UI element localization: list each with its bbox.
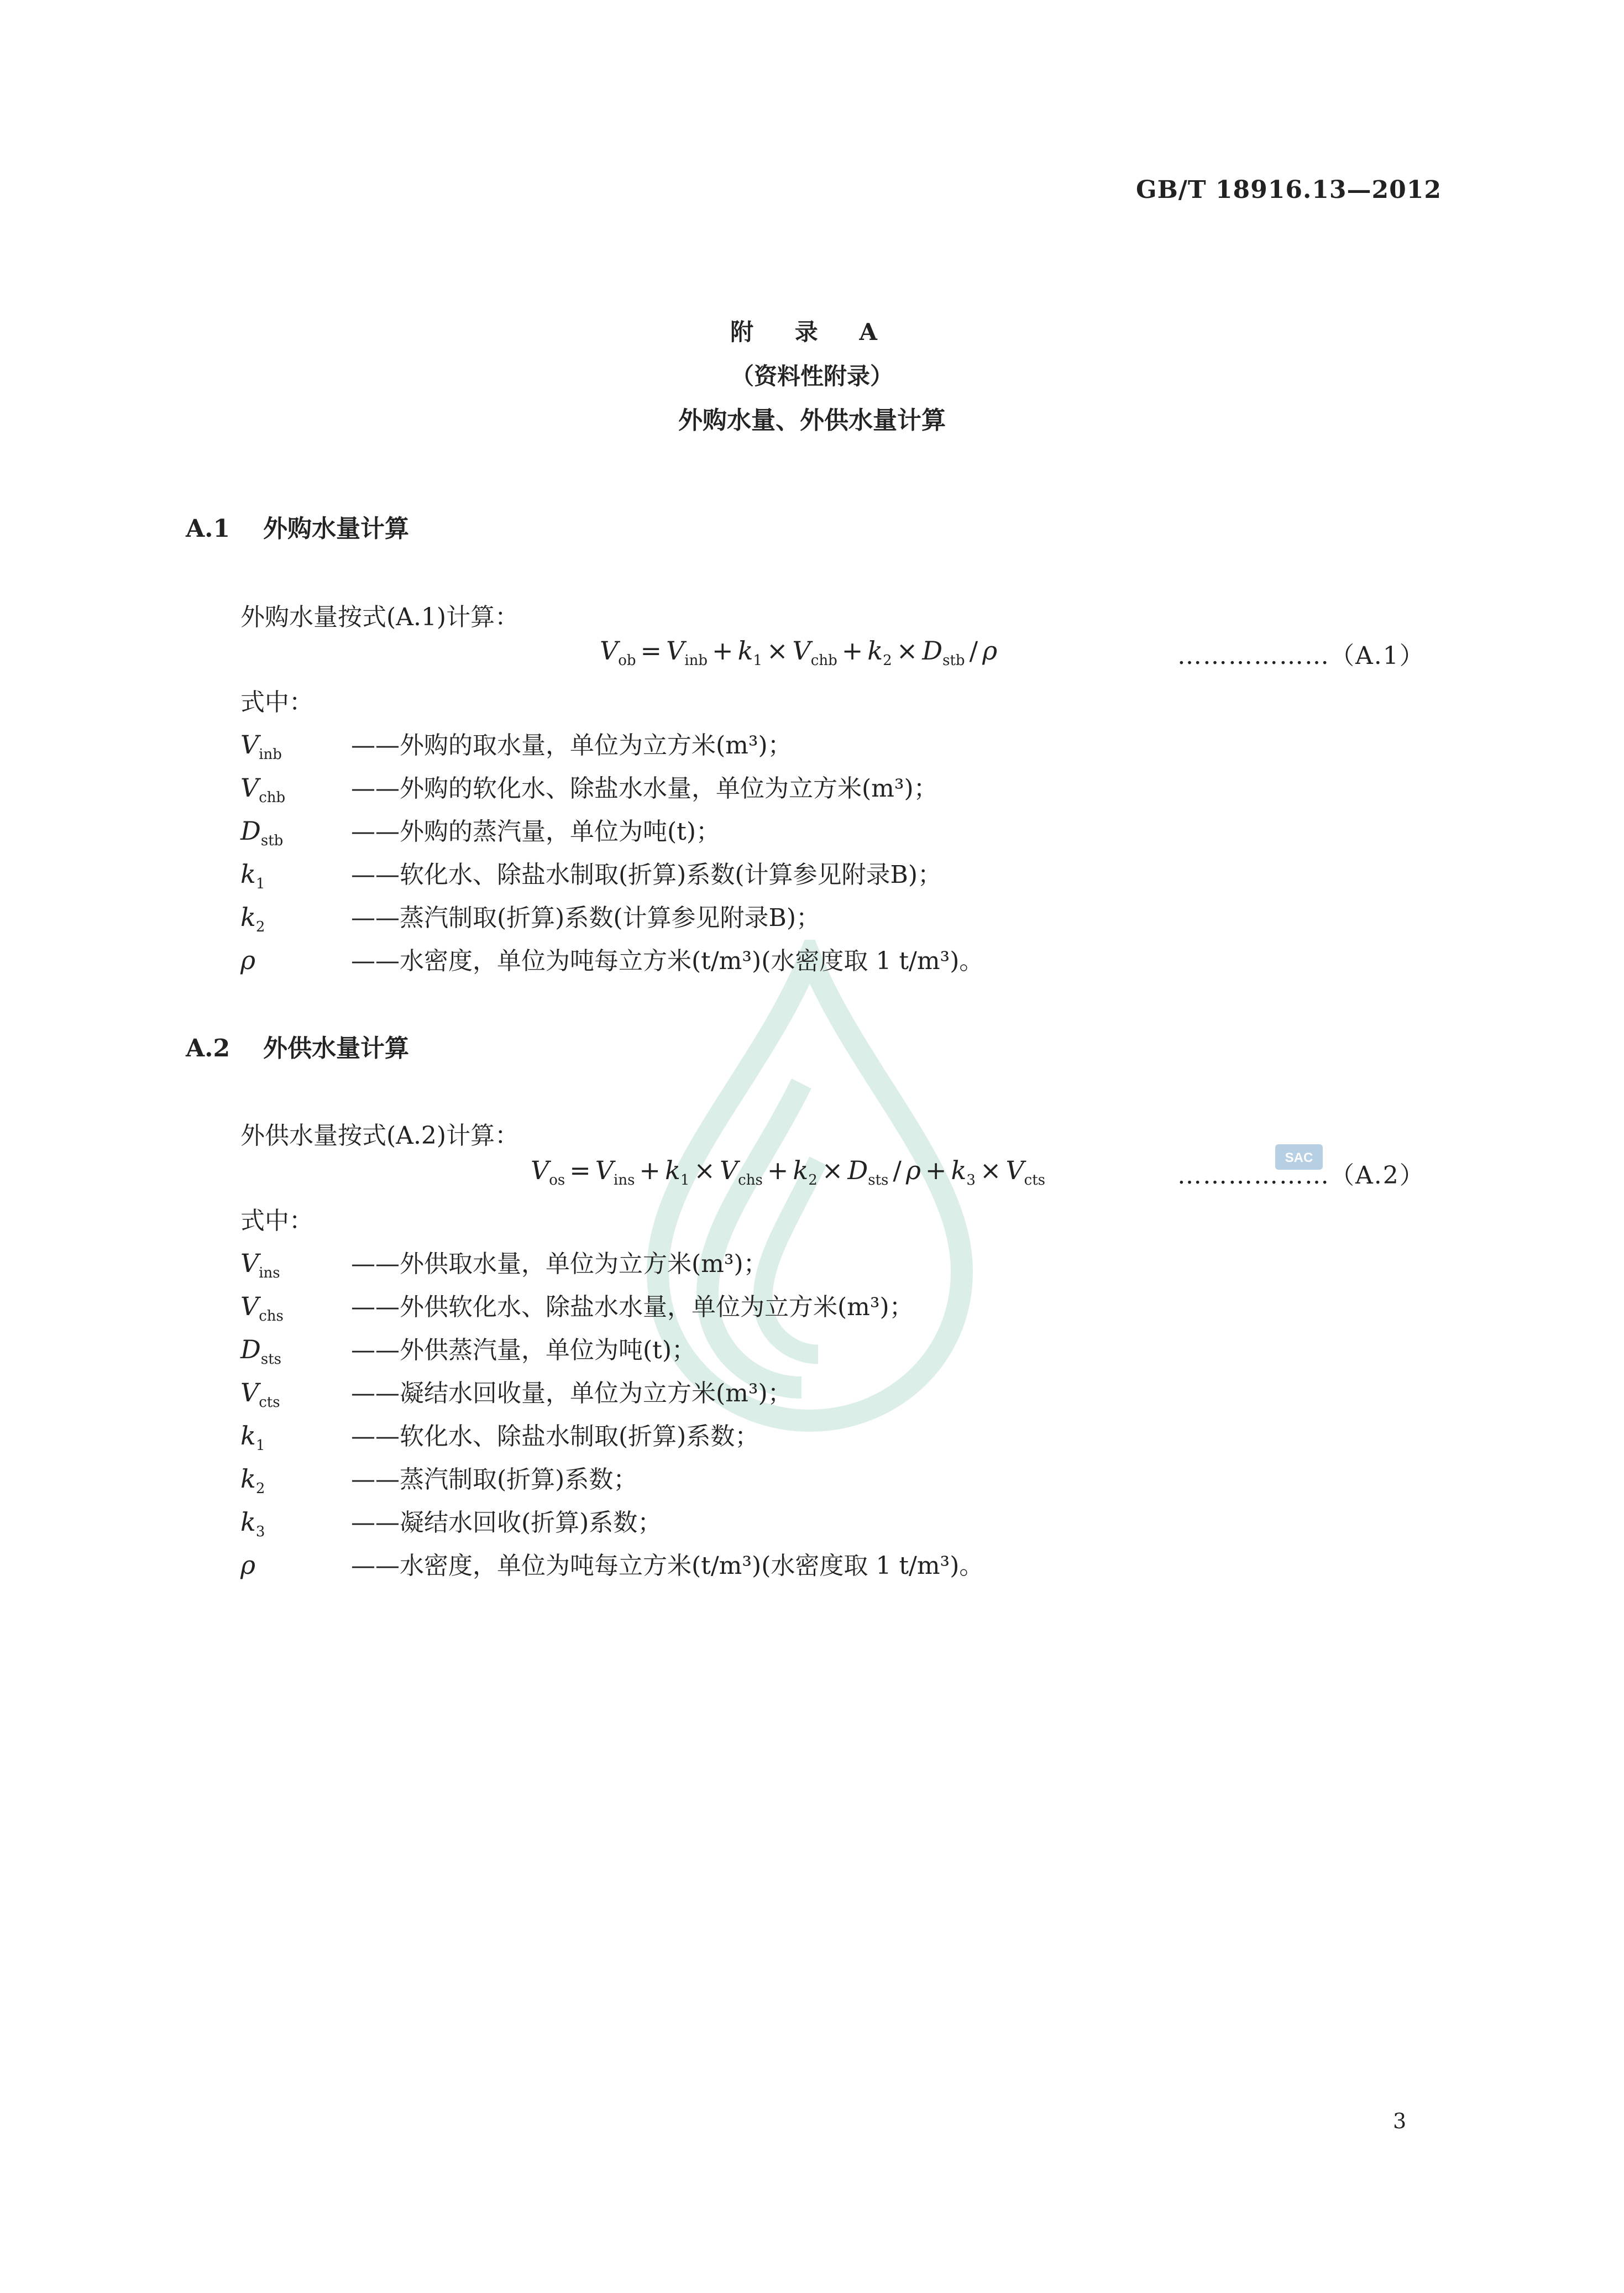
annex-subject: 外购水量、外供水量计算 <box>678 406 946 434</box>
annex-type: （资料性附录） <box>730 363 893 390</box>
section-a1-intro: 外购水量按式(A.1)计算： <box>240 603 520 631</box>
equation-number-a2: ………………（A.2） <box>1177 1161 1425 1190</box>
formula-a2: $V_{os} = V_{ins} + k_1 \times V_{chs} + k_2 \times D_{sts} / \rho + k_3 \times V_{cts}$ <box>531 1155 1046 1189</box>
section-title: 外供水量计算 <box>263 1034 409 1062</box>
variable-definition: $D_{stb}$ ——外购的蒸汽量，单位为吨(t)； <box>240 816 721 850</box>
variable-definition: $V_{ins}$ ——外供取水量，单位为立方米(m³)； <box>240 1248 768 1282</box>
variable-definition: ρ ——水密度，单位为吨每立方米(t/m³)(水密度取 1 t/m³)。 <box>240 1550 984 1580</box>
standard-number: GB/T 18916.13—2012 <box>1136 176 1442 204</box>
section-number: A.1 <box>186 515 230 543</box>
annex-title: 附 录 A <box>730 318 894 345</box>
variable-definition: $V_{chs}$ ——外供软化水、除盐水水量，单位为立方米(m³)； <box>240 1291 914 1325</box>
section-a2-intro: 外供水量按式(A.2)计算： <box>240 1122 520 1150</box>
section-a1-heading <box>186 509 409 544</box>
variable-definition: $V_{cts}$ ——凝结水回收量，单位为立方米(m³)； <box>240 1378 792 1411</box>
formula-a1: $V_{ob} = V_{inb} + k_1 \times V_{chb} + k_2 \times D_{stb} / \rho$ <box>600 636 998 669</box>
svg-text:SAC: SAC <box>1285 1150 1313 1165</box>
variable-definition: ρ ——水密度，单位为吨每立方米(t/m³)(水密度取 1 t/m³)。 <box>240 945 984 975</box>
section-title: 外购水量计算 <box>263 515 409 543</box>
variable-definition: $k_1$ ——软化水、除盐水制取(折算)系数； <box>240 1421 759 1454</box>
where-label-a1: 式中： <box>240 688 313 716</box>
variable-definition: $V_{inb}$ ——外购的取水量，单位为立方米(m³)； <box>240 730 792 763</box>
section-a2-heading <box>186 1028 409 1064</box>
section-number: A.2 <box>186 1034 230 1062</box>
variable-definition: $k_2$ ——蒸汽制取(折算)系数； <box>240 1464 638 1498</box>
variable-definition: $D_{sts}$ ——外供蒸汽量，单位为吨(t)； <box>240 1334 696 1368</box>
variable-definition: $k_3$ ——凝结水回收(折算)系数； <box>240 1507 662 1541</box>
variable-definition: $k_2$ ——蒸汽制取(折算)系数(计算参见附录B)； <box>240 902 820 936</box>
where-label-a2: 式中： <box>240 1207 313 1235</box>
equation-number-a1: ………………（A.1） <box>1177 642 1425 670</box>
variable-definition: $V_{chb}$ ——外购的软化水、除盐水水量，单位为立方米(m³)； <box>240 773 938 807</box>
page-number: 3 <box>1393 2109 1407 2133</box>
variable-definition: $k_1$ ——软化水、除盐水制取(折算)系数(计算参见附录B)； <box>240 859 942 893</box>
